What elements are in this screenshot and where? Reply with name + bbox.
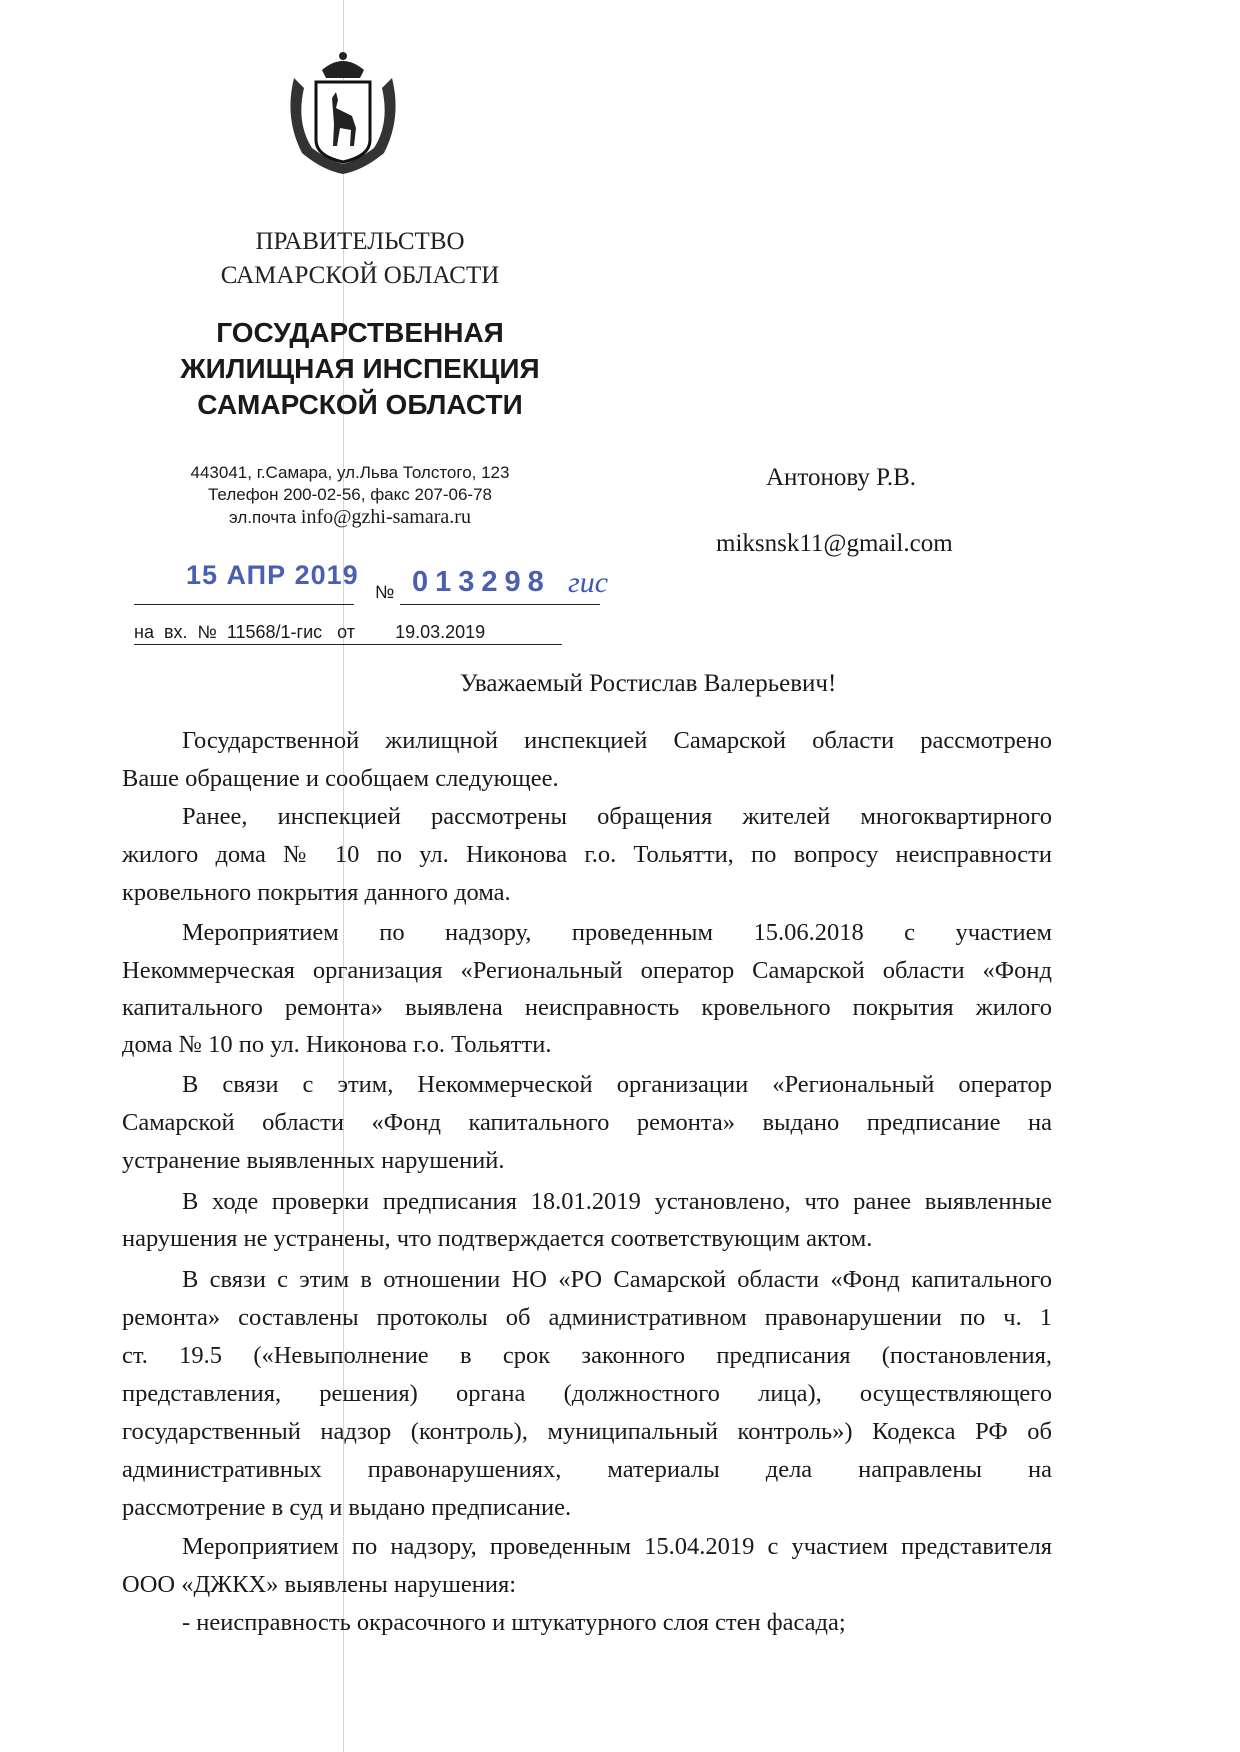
- government-line: САМАРСКОЙ ОБЛАСТИ: [220, 262, 500, 289]
- body-line: Государственной жилищной инспекцией Самарской области рассмотрено: [182, 727, 1052, 754]
- body-line: жилого дома № 10 по ул. Никонова г.о. Тольятти, по вопросу неисправности: [122, 841, 1052, 868]
- number-stamp: 013298: [412, 566, 551, 598]
- government-line: ПРАВИТЕЛЬСТВО: [255, 228, 465, 255]
- recipient-name: Антонову Р.В.: [766, 464, 917, 491]
- number-sign: №: [375, 582, 395, 602]
- body-line: В связи с этим, Некоммерческой организации «Региональный оператор: [182, 1071, 1052, 1098]
- body-line: представления, решения) органа (должностного лица), осуществляющего: [122, 1380, 1052, 1407]
- number-underline: [400, 604, 600, 605]
- body-line: ООО «ДЖКХ» выявлены нарушения:: [122, 1571, 517, 1598]
- body-line: Самарской области «Фонд капитального ремонта» выдано предписание на: [122, 1109, 1052, 1136]
- sender-email: info@gzhi-samara.ru: [300, 506, 471, 528]
- body-line: Мероприятием по надзору, проведенным 15.06.2018 с участием: [182, 919, 1052, 946]
- body-line: устранение выявленных нарушений.: [122, 1147, 505, 1174]
- body-line: кровельного покрытия данного дома.: [122, 879, 511, 906]
- body-line: В связи с этим в отношении НО «РО Самарской области «Фонд капитального: [182, 1266, 1052, 1293]
- body-line: дома № 10 по ул. Никонова г.о. Тольятти.: [122, 1031, 552, 1058]
- body-line: капитального ремонта» выявлена неисправность кровельного покрытия жилого: [122, 994, 1052, 1021]
- government-title: [150, 225, 570, 293]
- incoming-date: 19.03.2019: [395, 622, 486, 642]
- date-underline: [134, 604, 354, 605]
- sender-phone: Телефон 200-02-56, факс 207-06-78: [208, 485, 492, 504]
- body-line: рассмотрение в суд и выдано предписание.: [122, 1494, 572, 1521]
- salutation: Уважаемый Ростислав Валерьевич!: [460, 670, 837, 697]
- body-line: административных правонарушениях, материалы дела направлены на: [122, 1456, 1052, 1483]
- number-suffix-handwritten: гис: [568, 566, 609, 599]
- recipient-email: miksnsk11@gmail.com: [716, 530, 953, 557]
- incoming-reference: [134, 620, 562, 645]
- body-line: - неисправность окрасочного и штукатурного слоя стен фасада;: [182, 1609, 846, 1636]
- inspection-line: САМАРСКОЙ ОБЛАСТИ: [197, 389, 523, 420]
- body-line: ремонта» составлены протоколы об административном правонарушении по ч. 1: [122, 1304, 1052, 1331]
- incoming-number: на вх. № 11568/1-гис от: [134, 622, 356, 642]
- email-label: эл.почта: [229, 508, 297, 527]
- sender-address: 443041, г.Самара, ул.Льва Толстого, 123: [190, 463, 510, 482]
- body-line: ст. 19.5 («Невыполнение в срок законного предписания (постановления,: [122, 1342, 1052, 1369]
- inspection-line: ГОСУДАРСТВЕННАЯ: [216, 317, 504, 348]
- body-line: Некоммерческая организация «Региональный оператор Самарской области «Фонд: [122, 957, 1052, 984]
- body-line: Ваше обращение и сообщаем следующее.: [122, 765, 559, 792]
- inspection-line: ЖИЛИЩНАЯ ИНСПЕКЦИЯ: [180, 353, 540, 384]
- body-line: В ходе проверки предписания 18.01.2019 установлено, что ранее выявленные: [182, 1188, 1052, 1215]
- sender-contacts: [140, 462, 560, 529]
- body-line: нарушения не устранены, что подтверждается соответствующим актом.: [122, 1225, 873, 1252]
- body-line: Ранее, инспекцией рассмотрены обращения жителей многоквартирного: [182, 803, 1052, 830]
- inspection-title: [120, 315, 600, 423]
- date-stamp: 15 АПР 2019: [186, 560, 359, 590]
- body-line: Мероприятием по надзору, проведенным 15.04.2019 с участием представителя: [182, 1533, 1052, 1560]
- coat-of-arms-emblem: [282, 48, 404, 178]
- body-line: государственный надзор (контроль), муниципальный контроль») Кодекса РФ об: [122, 1418, 1052, 1445]
